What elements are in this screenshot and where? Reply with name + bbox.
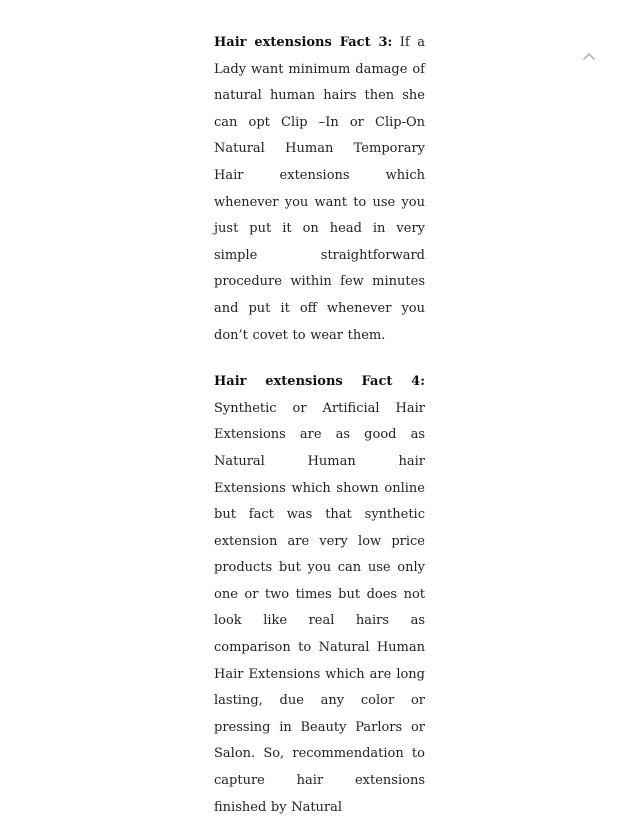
article-body [214,30,425,821]
fact-4-text: Synthetic or Artificial Hair Extensions are as good as Natural Human hair Extensions which shown online but fact was that synthetic extension are very low price products but you can use only one or two times but does not look like real hairs as comparison to Natural Human Hair Extensions which are long lasting, due any color or pressing in Beauty Parlors or Salon. So, recommendation to capture hair extensions finished by Natural [214,400,425,815]
paragraph-fact-4 [214,369,425,821]
fact-3-heading: Hair extensions Fact 3: [214,35,393,50]
paragraph-fact-3 [214,30,425,349]
chevron-up-icon [579,46,599,66]
scroll-to-top-button[interactable] [579,46,599,66]
fact-4-heading: Hair extensions Fact 4: [214,374,425,390]
fact-3-text: If a Lady want minimum damage of natural human hairs then she can opt Clip –In or Clip-On Natural Human Temporary Hair extensions which whenever you want to use you just put it on head in very simple straightforward procedure within few minutes and put it off whenever you don’t covet to wear them. [214,35,425,343]
